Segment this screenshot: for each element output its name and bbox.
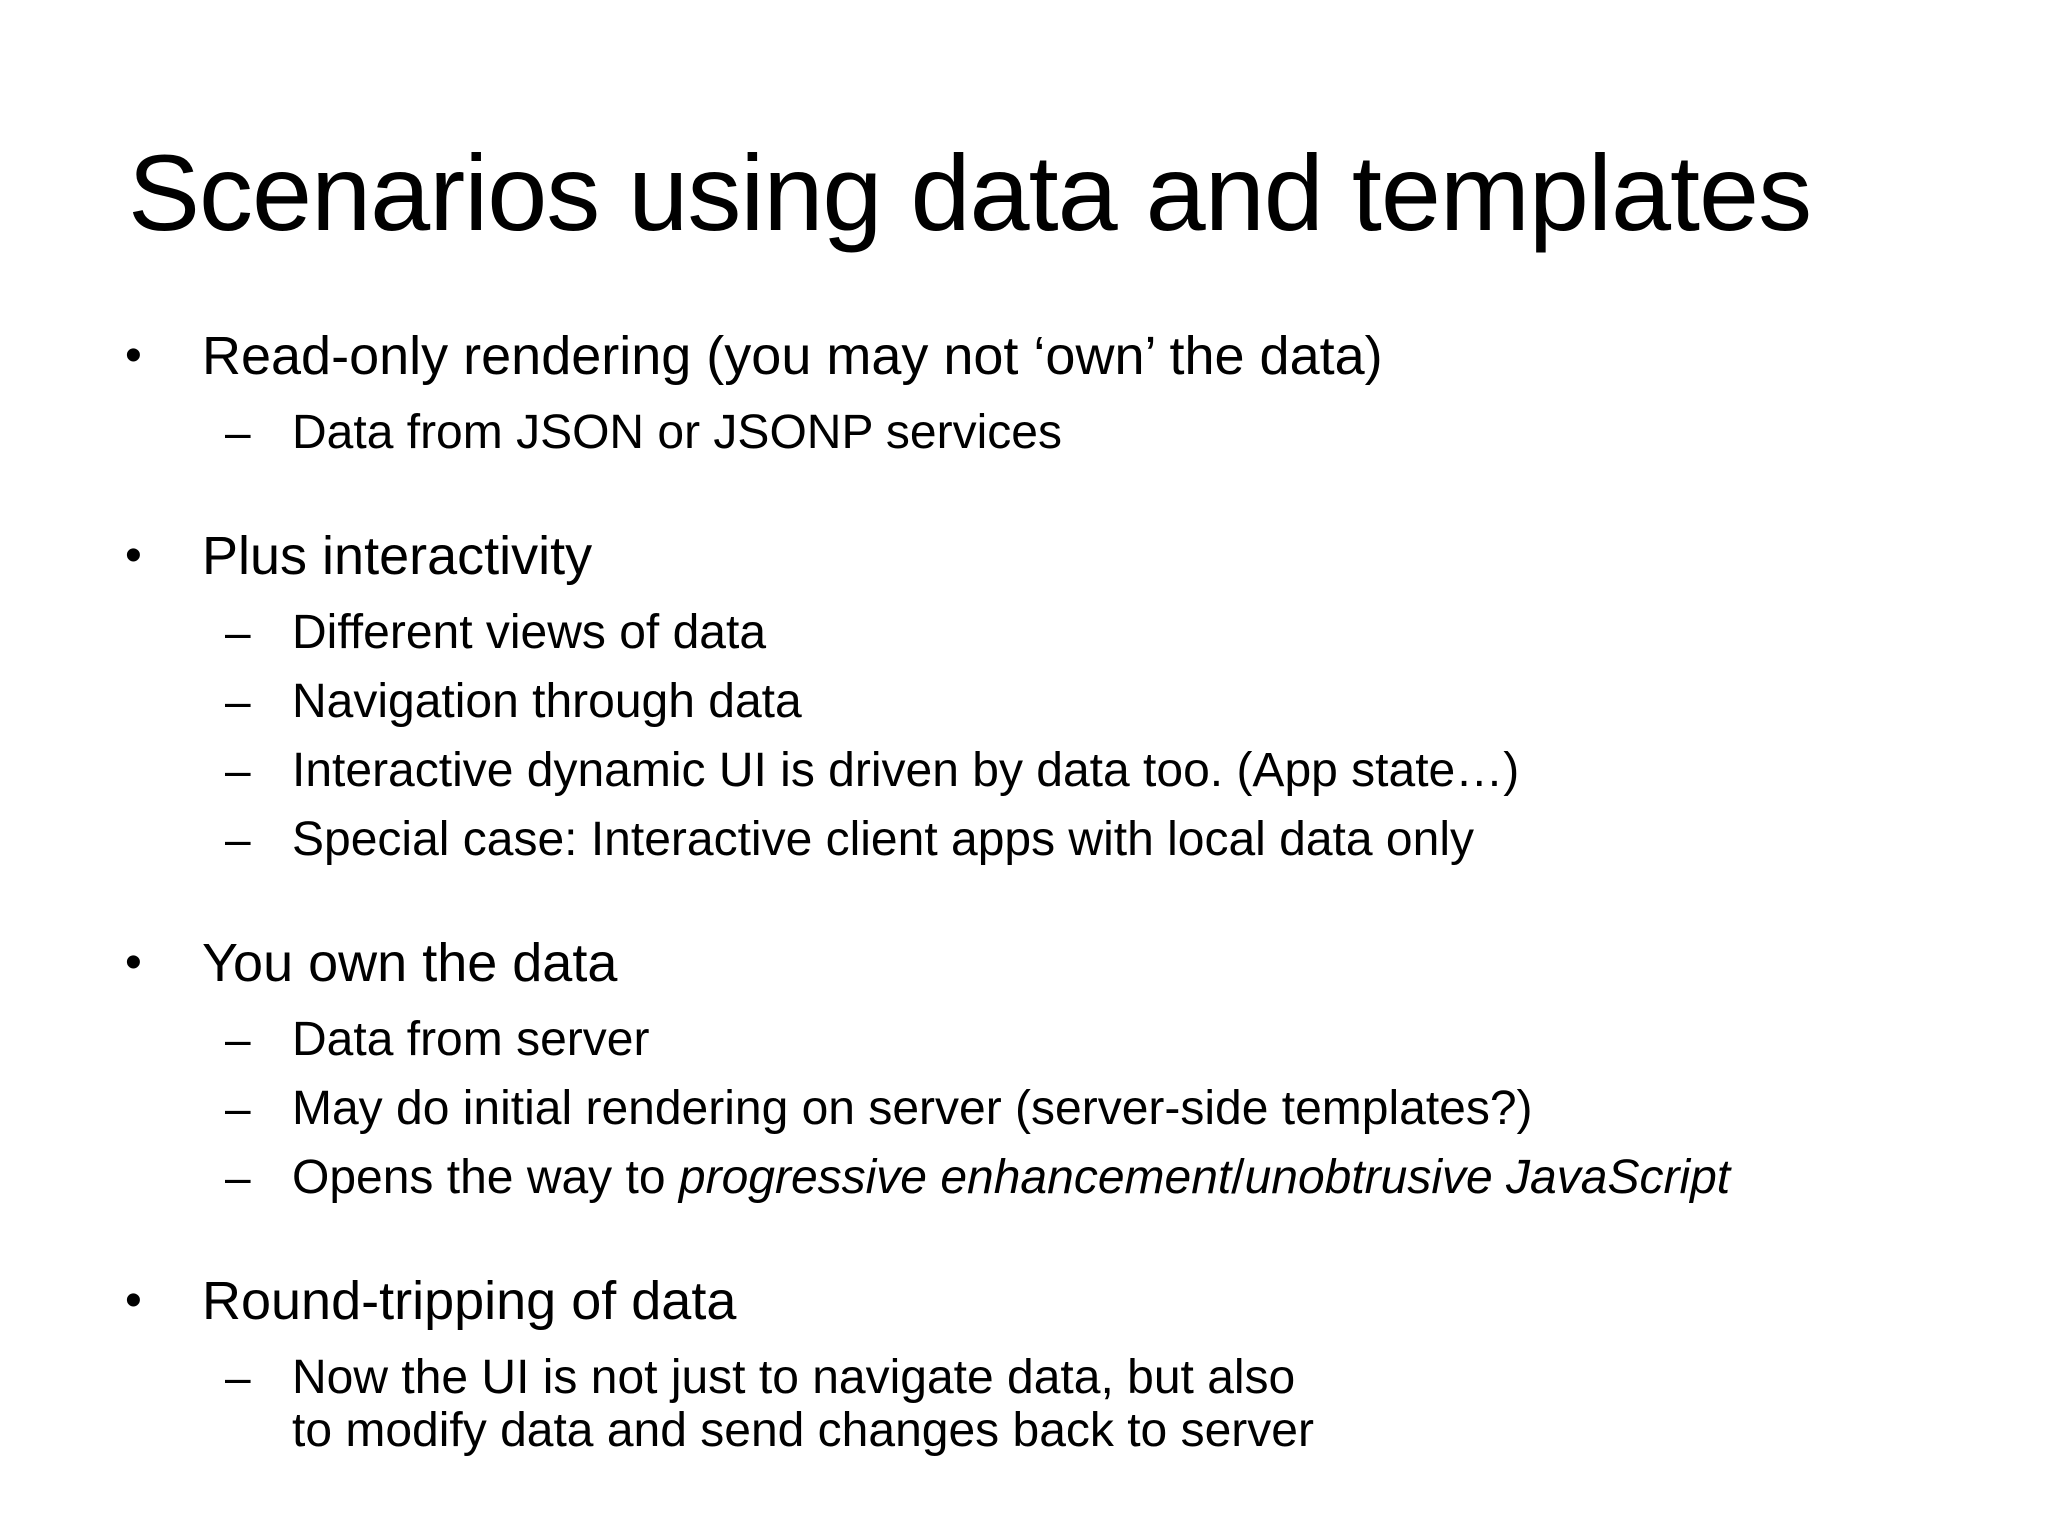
bullet-marker: • <box>125 1274 142 1327</box>
sub-bullet-text: Different views of data <box>292 606 767 659</box>
sub-bullet-text <box>292 1150 1730 1205</box>
emphasis-text: unobtrusive JavaScript <box>1244 1151 1731 1204</box>
dash-marker: – <box>225 1013 251 1065</box>
dash-marker: – <box>225 1351 251 1403</box>
bullet-text: You own the data <box>202 933 618 993</box>
bullet-text: Read-only rendering (you may not ‘own’ the data) <box>202 326 1383 386</box>
bullet-marker: • <box>125 529 142 582</box>
sub-bullet-text: May do initial rendering on server (server-side templates?) <box>292 1082 1533 1135</box>
dash-marker: – <box>225 1151 251 1203</box>
sub-bullet-text: Data from JSON or JSONP services <box>292 406 1062 459</box>
dash-marker: – <box>225 1082 251 1134</box>
emphasis-text: progressive enhancement <box>678 1151 1232 1204</box>
slide-title: Scenarios using data and templates <box>128 132 1812 253</box>
bullet-marker: • <box>125 936 142 989</box>
bullet-text: Round-tripping of data <box>202 1271 737 1331</box>
dash-marker: – <box>225 606 251 658</box>
sub-bullet-text: Navigation through data <box>292 675 802 728</box>
slash-separator: / <box>1231 1151 1245 1204</box>
dash-marker: – <box>225 813 251 865</box>
bullet-marker: • <box>125 329 142 382</box>
sub-bullet-text: Data from server <box>292 1013 650 1066</box>
dash-marker: – <box>225 406 251 458</box>
sub-bullet-text: Special case: Interactive client apps with local data only <box>292 813 1474 866</box>
sub-bullet-text-prefix: Opens the way to <box>292 1151 679 1204</box>
bullet-text: Plus interactivity <box>202 526 593 586</box>
dash-marker: – <box>225 675 251 727</box>
sub-bullet-text: to modify data and send changes back to server <box>292 1404 1314 1457</box>
dash-marker: – <box>225 744 251 796</box>
sub-bullet-text: Interactive dynamic UI is driven by data too. (App state…) <box>292 744 1520 797</box>
sub-bullet-text: Now the UI is not just to navigate data, but also <box>292 1351 1296 1404</box>
